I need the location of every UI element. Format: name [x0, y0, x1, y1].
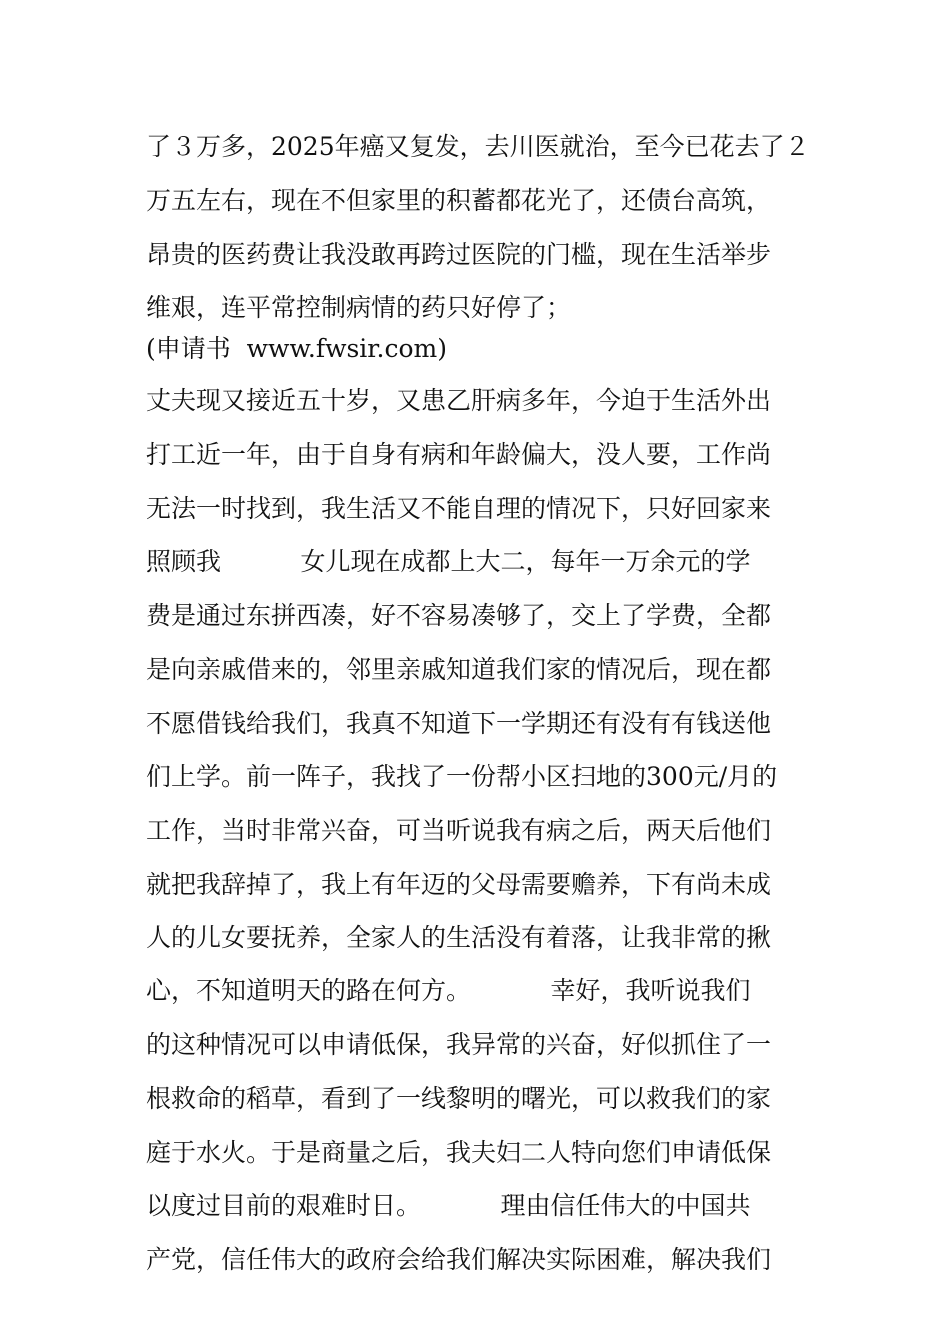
text-line: 以度过目前的艰难时日。 理由信任伟大的中国共	[146, 1191, 751, 1220]
text-line: 庭于水火。于是商量之后，我夫妇二人特向您们申请低保	[146, 1138, 772, 1167]
text-line: 心，不知道明天的路在何方。 幸好，我听说我们	[146, 976, 751, 1005]
text-line: 工作，当时非常兴奋，可当听说我有病之后，两天后他们	[146, 816, 772, 845]
text-line: 们上学。前一阵子，我找了一份帮小区扫地的300元/月的	[146, 762, 778, 791]
text-line: 了３万多，2025年癌又复发，去川医就治，至今已花去了２	[146, 132, 810, 161]
text-line: 不愿借钱给我们，我真不知道下一学期还有没有有钱送他	[146, 709, 772, 738]
text-line: 是向亲戚借来的，邻里亲戚知道我们家的情况后，现在都	[146, 655, 772, 684]
text-line: 昂贵的医药费让我没敢再跨过医院的门槛，现在生活举步	[146, 240, 772, 269]
text-line: 无法一时找到，我生活又不能自理的情况下，只好回家来	[146, 494, 772, 523]
text-line: 产党，信任伟大的政府会给我们解决实际困难，解决我们	[146, 1245, 772, 1274]
text-line: 打工近一年，由于自身有病和年龄偏大，没人要，工作尚	[146, 440, 772, 469]
text-line: 维艰，连平常控制病情的药只好停了；	[146, 293, 572, 322]
text-line: 照顾我 女儿现在成都上大二，每年一万余元的学	[146, 547, 751, 576]
text-line: 就把我辞掉了，我上有年迈的父母需要赡养，下有尚未成	[146, 870, 772, 899]
text-line: 费是通过东拼西凑，好不容易凑够了，交上了学费，全都	[146, 601, 772, 630]
text-line: 根救命的稻草，看到了一线黎明的曙光，可以救我们的家	[146, 1084, 772, 1113]
text-line: 的这种情况可以申请低保，我异常的兴奋，好似抓住了一	[146, 1030, 772, 1059]
text-line: 人的儿女要抚养，全家人的生活没有着落，让我非常的揪	[146, 923, 772, 952]
text-line: 万五左右，现在不但家里的积蓄都花光了，还债台高筑，	[146, 186, 772, 215]
text-line: (申请书 www.fwsir.com)	[146, 334, 447, 363]
text-line: 丈夫现又接近五十岁，又患乙肝病多年，今迫于生活外出	[146, 386, 772, 415]
